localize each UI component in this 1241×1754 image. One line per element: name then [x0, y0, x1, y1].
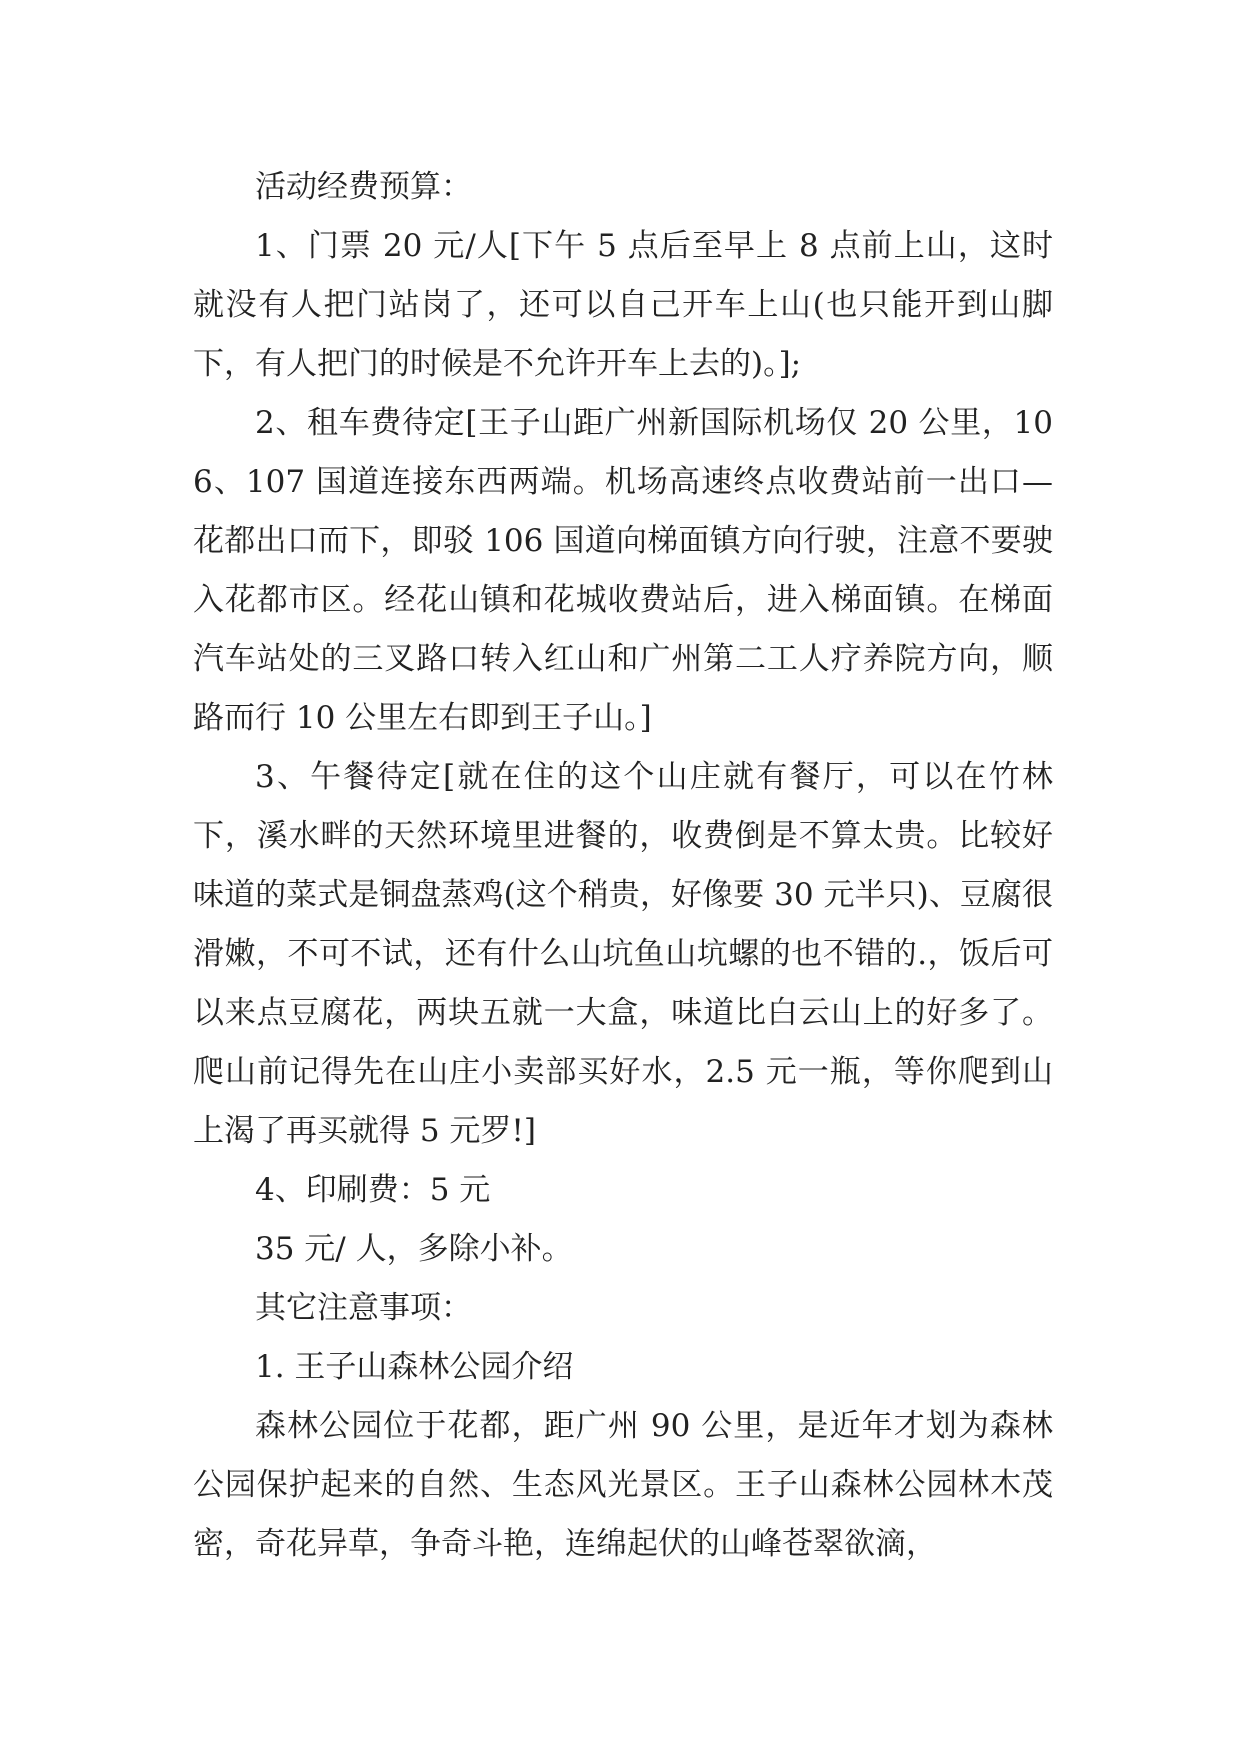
park-intro-heading: 1. 王子山森林公园介绍	[255, 1349, 574, 1385]
car-rental-item: 2、租车费待定[王子山距广州新国际机场仅 20 公里，106、107 国道连接东西两端。机场高速终点收费站前一出口—花都出口而下，即驳 106 国道向梯面镇方向行驶，注意不要驶入花都市区。经花山镇和花城收费站后，进入梯面镇。在梯面汽车站处的三叉路口转入红山和广州第二工人疗养院方向，顺路而行 10 公里左右即到王子山。]	[193, 405, 1053, 736]
other-notes-heading: 其它注意事项：	[255, 1290, 472, 1326]
park-intro-paragraph: 森林公园位于花都，距广州 90 公里，是近年才划为森林公园保护起来的自然、生态风光景区。王子山森林公园林木茂密，奇花异草，争奇斗艳，连绵起伏的山峰苍翠欲滴，	[193, 1408, 1053, 1562]
lunch-item: 3、午餐待定[就在住的这个山庄就有餐厅，可以在竹林下，溪水畔的天然环境里进餐的，收费倒是不算太贵。比较好味道的菜式是铜盘蒸鸡(这个稍贵，好像要 30 元半只)、豆腐很滑嫩，不可不试，还有什么山坑鱼山坑螺的也不错的.，饭后可以来点豆腐花，两块五就一大盒，味道比白云山上的好多了。爬山前记得先在山庄小卖部买好水，2.5 元一瓶，等你爬到山上渴了再买就得 5 元罗!]	[193, 759, 1053, 1149]
ticket-item: 1、门票 20 元/人[下午 5 点后至早上 8 点前上山，这时就没有人把门站岗了，还可以自己开车上山(也只能开到山脚下，有人把门的时候是不允许开车上去的)。];	[193, 228, 1053, 382]
budget-heading: 活动经费预算：	[255, 169, 472, 205]
document-body	[193, 158, 1053, 1574]
printing-fee-item: 4、印刷费：5 元	[255, 1172, 491, 1208]
per-person-total: 35 元/ 人，多除小补。	[255, 1231, 573, 1267]
